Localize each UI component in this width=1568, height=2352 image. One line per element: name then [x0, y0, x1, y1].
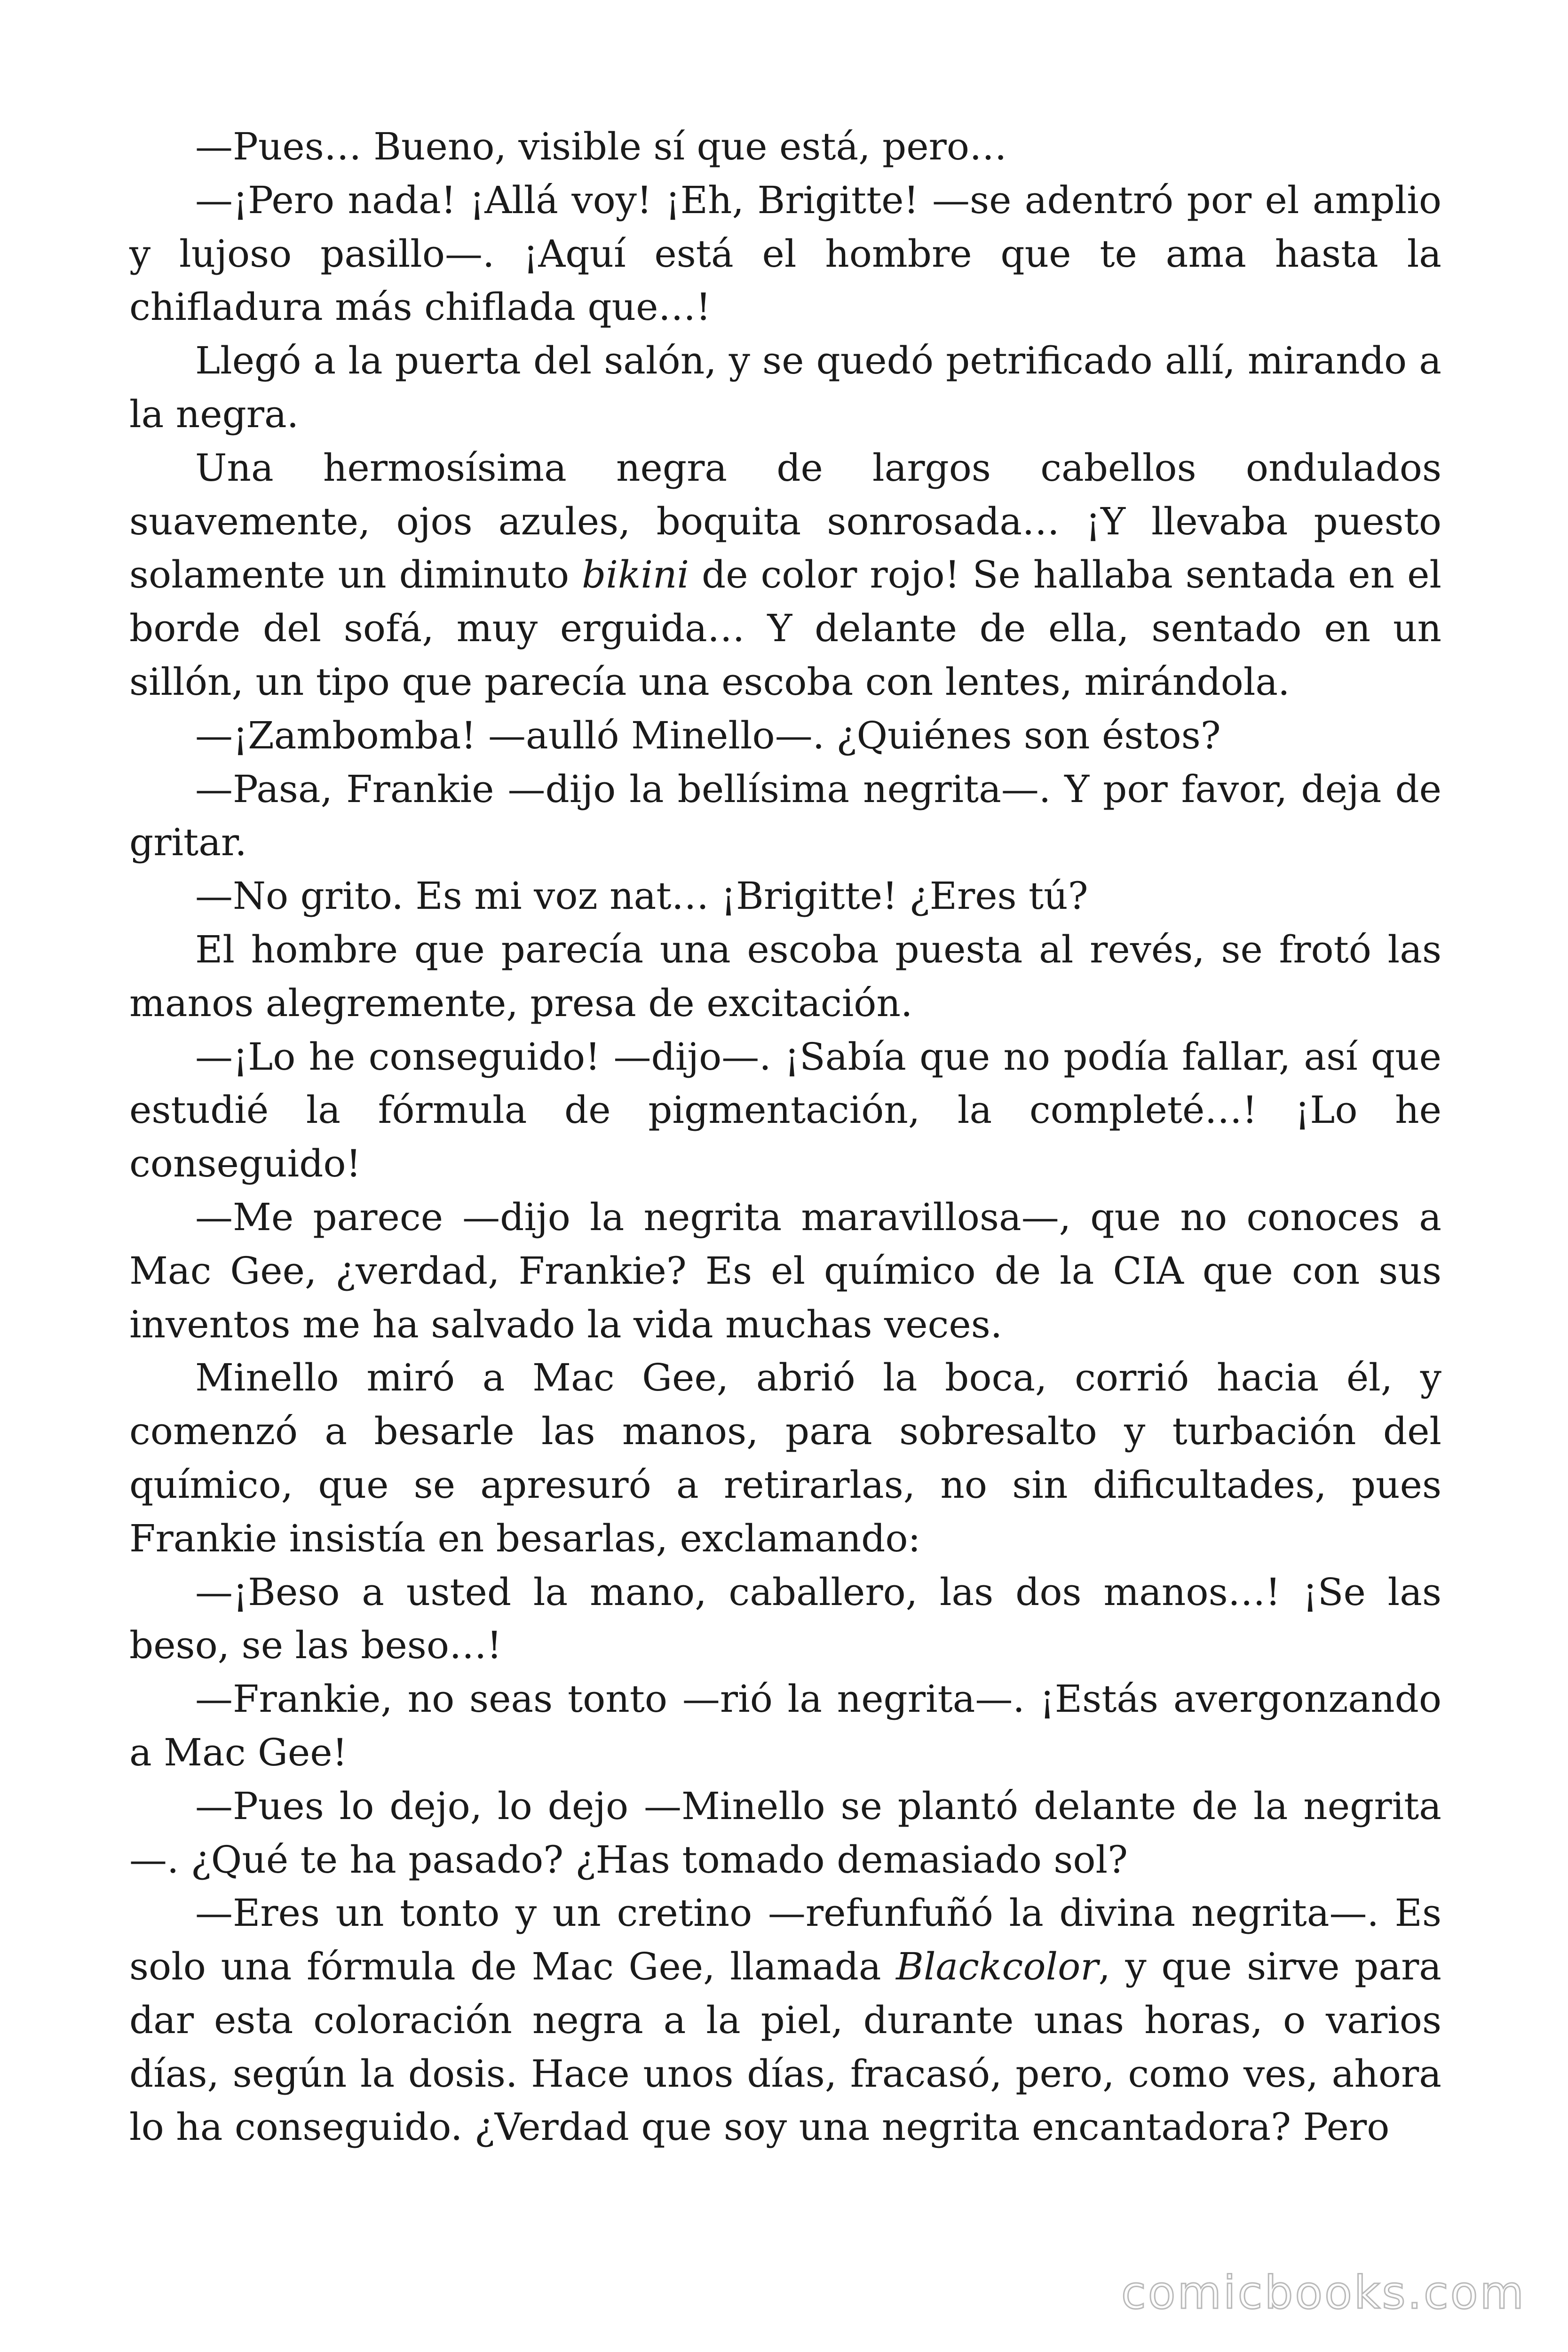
- paragraph: —¡Beso a usted la mano, caballero, las dos manos…! ¡Se las beso, se las beso…!: [129, 1570, 1441, 1668]
- paragraph-text: , y que sirve para dar esta coloración negra a la piel, durante unas horas, o varios días, según la dosis. Hace unos días, fracasó, pero, como ves, ahora lo ha conseguido. ¿Verdad que soy una negrita encantadora? Pero: [129, 1945, 1442, 2149]
- paragraph: —No grito. Es mi voz nat… ¡Brigitte! ¿Eres tú?: [195, 874, 1088, 918]
- paragraph: —Me parece —dijo la negrita maravillosa—, que no conoces a Mac Gee, ¿verdad, Frankie? Es el químico de la CIA que con sus inventos me ha salvado la vida muchas veces.: [129, 1195, 1441, 1346]
- paragraph-text: de color rojo! Se hallaba sentada en el borde del sofá, muy erguida… Y delante de ella, sentado en un sillón, un tipo que parecía una escoba con lentes, mirándola.: [129, 553, 1442, 704]
- page-text: [129, 120, 1441, 2154]
- paragraph: —¡Pero nada! ¡Allá voy! ¡Eh, Brigitte! —se adentró por el amplio y lujoso pasillo—. ¡Aquí está el hombre que te ama hasta la chifladura más chiflada que…!: [129, 178, 1441, 329]
- paragraph: —¡Zambomba! —aulló Minello—. ¿Quiénes son éstos?: [195, 713, 1221, 757]
- paragraph: —Pues lo dejo, lo dejo —Minello se plantó delante de la negrita —. ¿Qué te ha pasado? ¿Has tomado demasiado sol?: [129, 1784, 1441, 1882]
- paragraph: Llegó a la puerta del salón, y se quedó petrificado allí, mirando a la negra.: [129, 339, 1441, 436]
- paragraph: [129, 1886, 1441, 2154]
- paragraph: —Pasa, Frankie —dijo la bellísima negrita—. Y por favor, deja de gritar.: [129, 767, 1441, 865]
- paragraph: [129, 441, 1441, 709]
- italic-term: bikini: [582, 553, 689, 597]
- paragraph: —Frankie, no seas tonto —rió la negrita—. ¡Estás avergonzando a Mac Gee!: [129, 1677, 1441, 1774]
- paragraph: El hombre que parecía una escoba puesta al revés, se frotó las manos alegremente, presa de excitación.: [129, 927, 1441, 1025]
- paragraph: Minello miró a Mac Gee, abrió la boca, corrió hacia él, y comenzó a besarle las manos, para sobresalto y turbación del químico, que se apresuró a retirarlas, no sin dificultades, pues Frankie insistía en besarlas, exclamando:: [129, 1356, 1441, 1560]
- paragraph-text: —Eres un tonto y un cretino —refunfuñó la divina negrita—. Es solo una fórmula de Mac Gee, llamada: [129, 1891, 1441, 1989]
- paragraph-text: Una hermosísima negra de largos cabellos ondulados suavemente, ojos azules, boquita sonrosada… ¡Y llevaba puesto solamente un diminuto: [129, 445, 1441, 597]
- italic-term: Blackcolor: [896, 1945, 1099, 1989]
- watermark: comicbooks.com: [1121, 2266, 1526, 2319]
- paragraph: —¡Lo he conseguido! —dijo—. ¡Sabía que no podía fallar, así que estudié la fórmula de pigmentación, la completé…! ¡Lo he conseguido!: [129, 1034, 1441, 1186]
- paragraph: —Pues… Bueno, visible sí que está, pero…: [195, 125, 1007, 168]
